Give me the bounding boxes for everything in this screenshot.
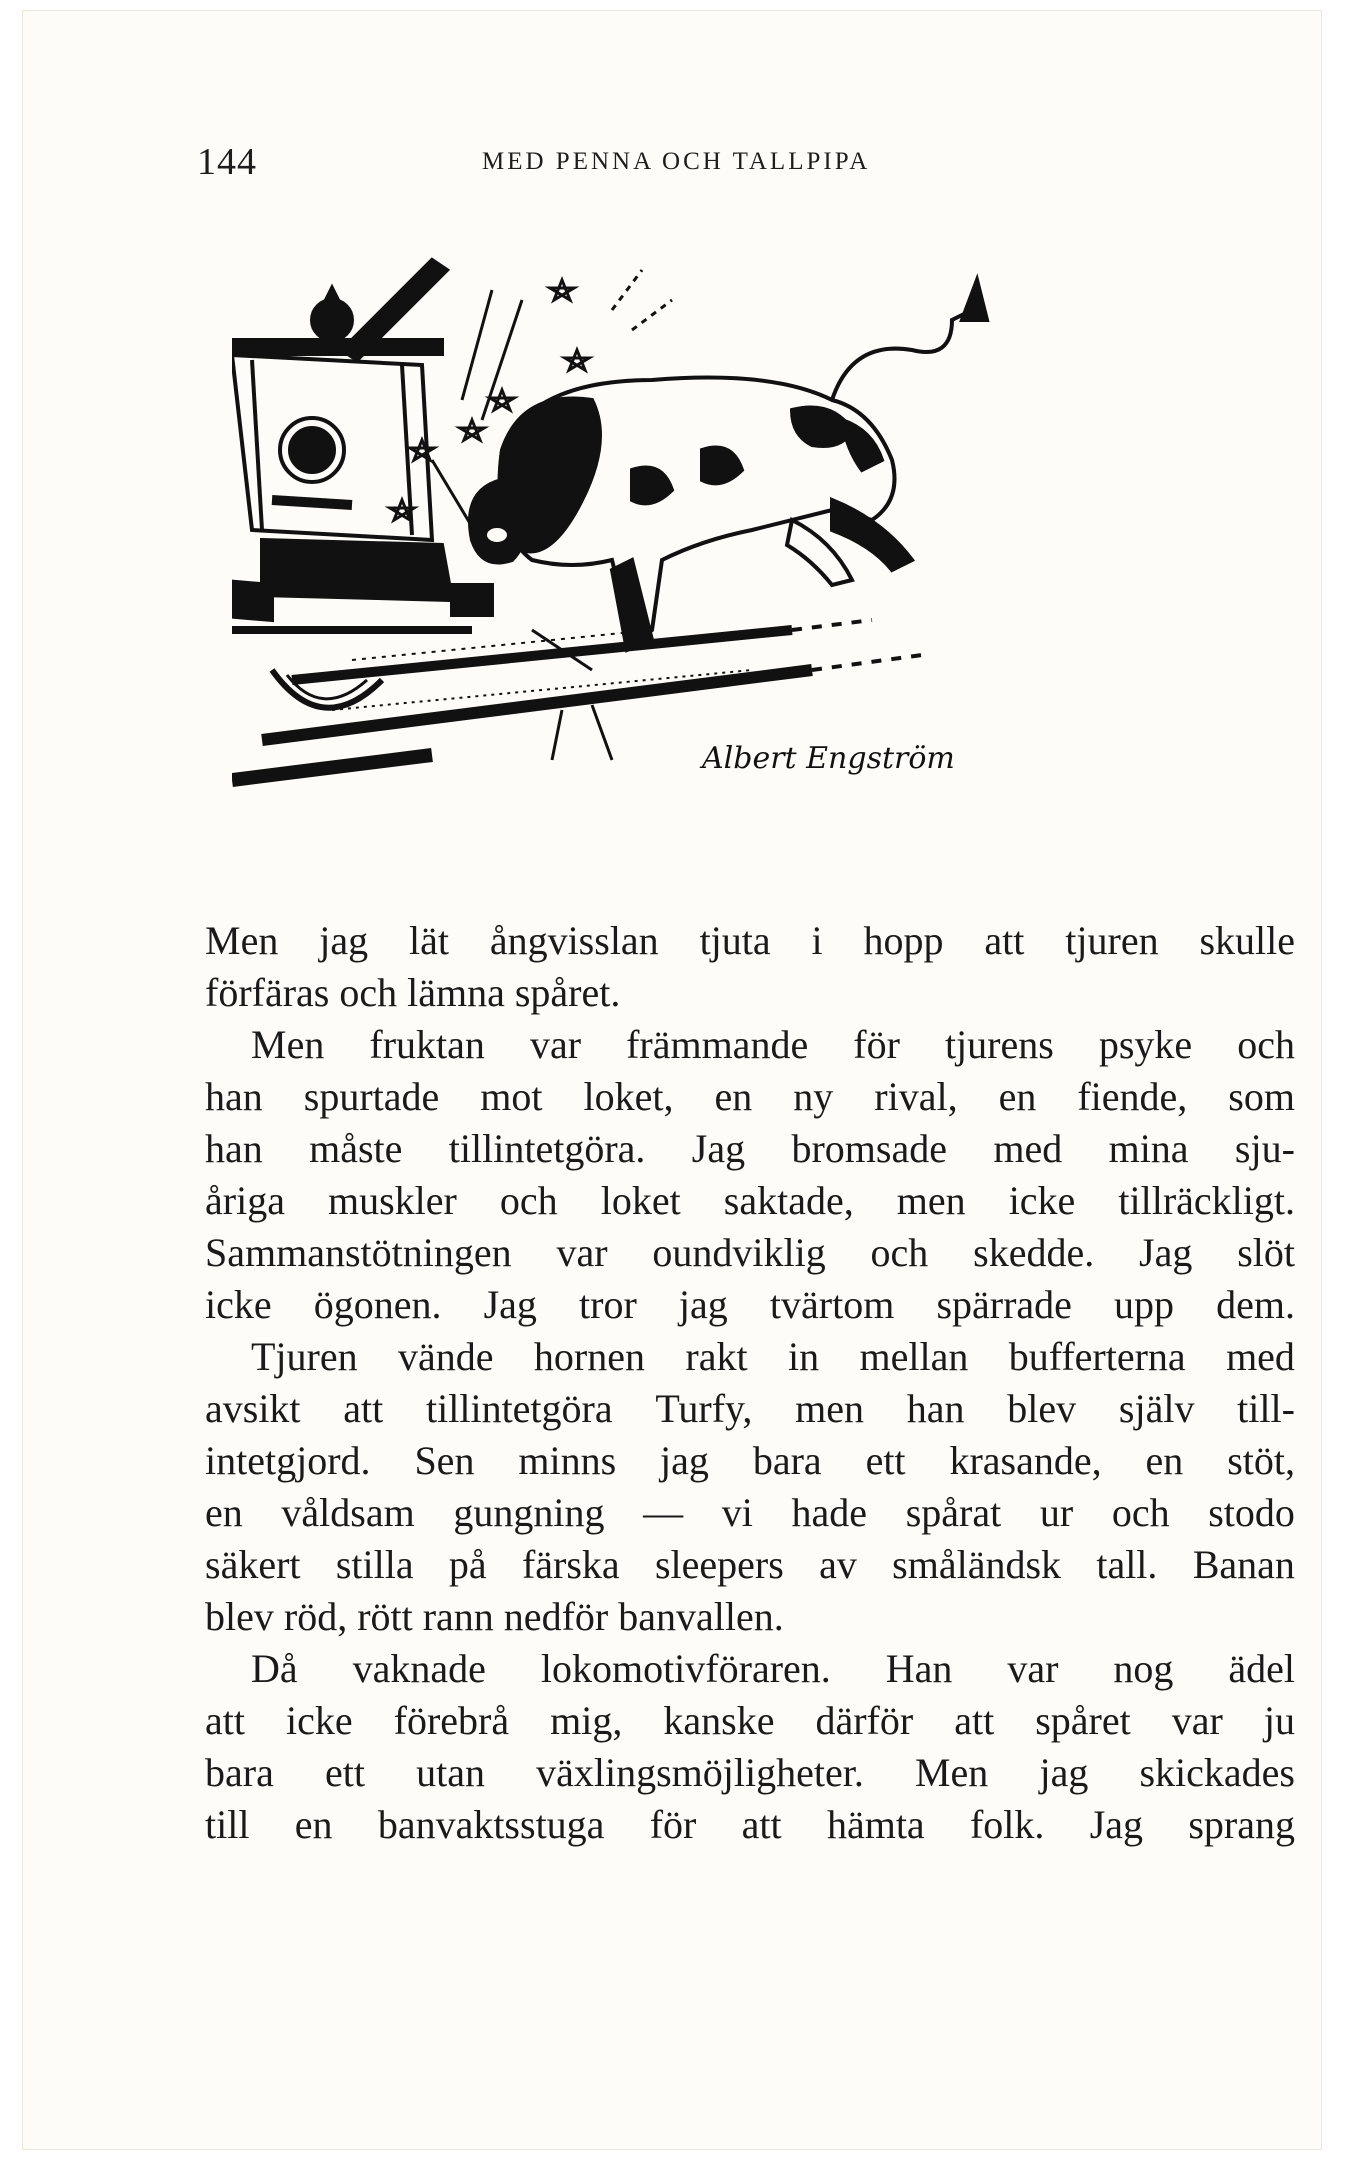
text-line: till en banvaktsstuga för att hämta folk. Jag sprang (205, 1802, 1295, 1847)
text-line: Men fruktan var främmande för tjurens psyke och (251, 1022, 1295, 1067)
page-header (22, 140, 1322, 190)
book-page (22, 10, 1322, 2150)
body-text (205, 915, 1295, 1851)
text-line: åriga muskler och loket saktade, men icke tillräckligt. (205, 1178, 1295, 1223)
text-line: icke ögonen. Jag tror jag tvärtom spärrade upp dem. (205, 1282, 1295, 1327)
text-line: bara ett utan växlingsmöjligheter. Men jag skickades (205, 1750, 1295, 1795)
bull-locomotive-illustration (232, 200, 1192, 880)
text-line: Då vaknade lokomotivföraren. Han var nog ädel (251, 1646, 1295, 1691)
text-line: förfäras och lämna spåret. (205, 970, 621, 1015)
text-line: han måste tillintetgöra. Jag bromsade med mina sju- (205, 1126, 1295, 1171)
text-line: blev röd, rött rann nedför banvallen. (205, 1594, 784, 1639)
text-line: Men jag lät ångvisslan tjuta i hopp att tjuren skulle (205, 918, 1295, 963)
page-number: 144 (197, 141, 257, 183)
text-line: han spurtade mot loket, en ny rival, en fiende, som (205, 1074, 1295, 1119)
text-line: säkert stilla på färska sleepers av småländsk tall. Banan (205, 1542, 1295, 1587)
running-head: MED PENNA OCH TALLPIPA (482, 148, 871, 175)
text-line: Sammanstötningen var oundviklig och skedde. Jag slöt (205, 1230, 1295, 1275)
text-line: Tjuren vände hornen rakt in mellan bufferterna med (251, 1334, 1295, 1379)
text-line: en våldsam gungning — vi hade spårat ur och stodo (205, 1490, 1295, 1535)
text-line: avsikt att tillintetgöra Turfy, men han blev själv till- (205, 1386, 1295, 1431)
locomotive-drawing (232, 260, 492, 708)
text-line: intetgjord. Sen minns jag bara ett krasande, en stöt, (205, 1438, 1295, 1483)
bull-drawing (470, 280, 987, 650)
text-line: att icke förebrå mig, kanske därför att spåret var ju (205, 1698, 1295, 1743)
artist-signature: Albert Engström (702, 741, 955, 776)
